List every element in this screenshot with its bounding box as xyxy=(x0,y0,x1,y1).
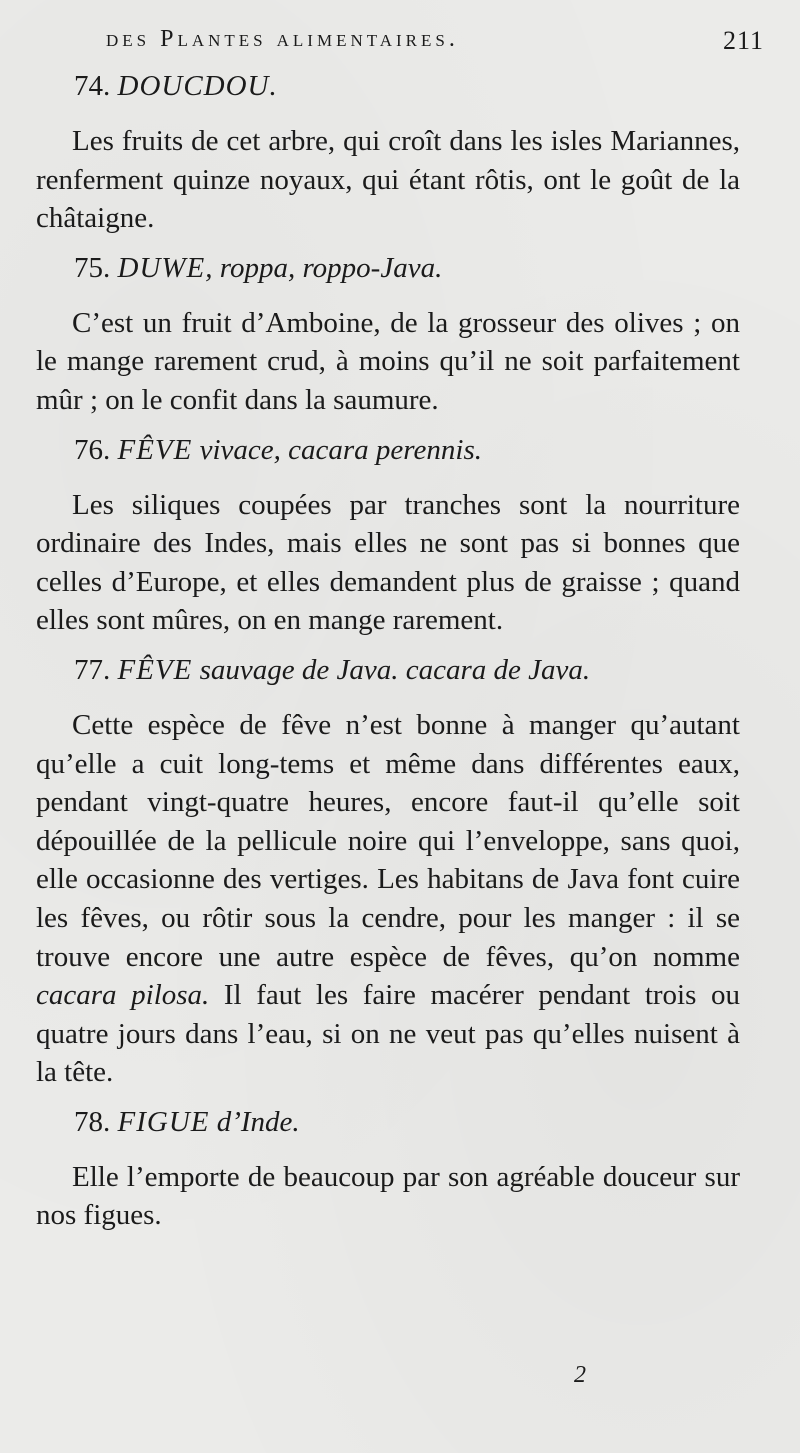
entry-77-text-part-1: Cette espèce de fêve n’est bonne à manger qu’autant qu’elle a cuit long-tems et même dans différentes eaux, pendant vingt-quatre heures, encore faut-il qu’elle soit dépouillée de la pellicule noire qui l’enveloppe, sans quoi, elle occasionne des vertiges. Les habitans de Java font cuire les fêves, ou rôtir sous la cendre, pour les manger : il se trouve encore une autre espèce de fêves, qu’on nomme xyxy=(36,708,740,973)
entry-name: FÊVE xyxy=(117,653,193,686)
entry-name: FIGUE xyxy=(117,1105,210,1138)
entry-77-text xyxy=(36,706,740,1092)
entry-number: 78. xyxy=(74,1105,111,1138)
entry-synonyms: d’Inde. xyxy=(209,1105,300,1138)
entry-74-heading xyxy=(74,66,740,106)
entry-76-text: Les siliques coupées par tranches sont la nourriture ordinaire des Indes, mais elles ne sont pas si bonnes que celles d’Europe, et elles demandent plus de graisse ; quand elles sont mûres, on en mange rarement. xyxy=(36,488,740,637)
entry-77-heading xyxy=(74,650,740,690)
page-number: 211 xyxy=(722,26,764,55)
entry-synonyms: , roppa, roppo-Java. xyxy=(205,251,443,284)
entry-76-heading xyxy=(74,430,740,470)
entry-name: DOUCDOU. xyxy=(117,70,278,102)
entry-77-text-italic: cacara pilosa. xyxy=(36,979,210,1012)
entry-number: 75. xyxy=(74,251,111,284)
entry-number: 74. xyxy=(74,70,111,102)
entry-name: DUWE xyxy=(117,251,206,284)
entry-78-heading xyxy=(74,1102,740,1142)
entry-78-text: Elle l’emporte de beaucoup par son agréable douceur sur nos figues. xyxy=(36,1160,740,1232)
entry-77-text-part-2: Il faut les faire macérer pendant trois ou quatre jours dans l’eau, si on ne veut pas qu’elles nuisent à la tête. xyxy=(36,979,740,1089)
entry-name: FÊVE xyxy=(117,433,193,466)
entry-synonyms: sauvage de Java. cacara de Java. xyxy=(192,653,591,686)
entry-75-heading xyxy=(74,248,740,288)
entry-synonyms: vivace, cacara perennis. xyxy=(192,433,482,466)
entry-75-text: C’est un fruit d’Amboine, de la grosseur des olives ; on le mange rarement crud, à moins qu’il ne soit parfaitement mûr ; on le confit dans la saumure. xyxy=(36,306,740,416)
signature-mark: 2 xyxy=(574,1362,586,1388)
running-head xyxy=(106,20,764,56)
running-title: des Plantes alimentaires. xyxy=(106,26,459,52)
entry-74-text: Les fruits de cet arbre, qui croît dans les isles Mariannes, renferment quinze noyaux, qui étant rôtis, ont le goût de la châtaigne. xyxy=(36,125,740,235)
entry-number: 77. xyxy=(74,653,111,686)
entry-number: 76. xyxy=(74,433,111,466)
